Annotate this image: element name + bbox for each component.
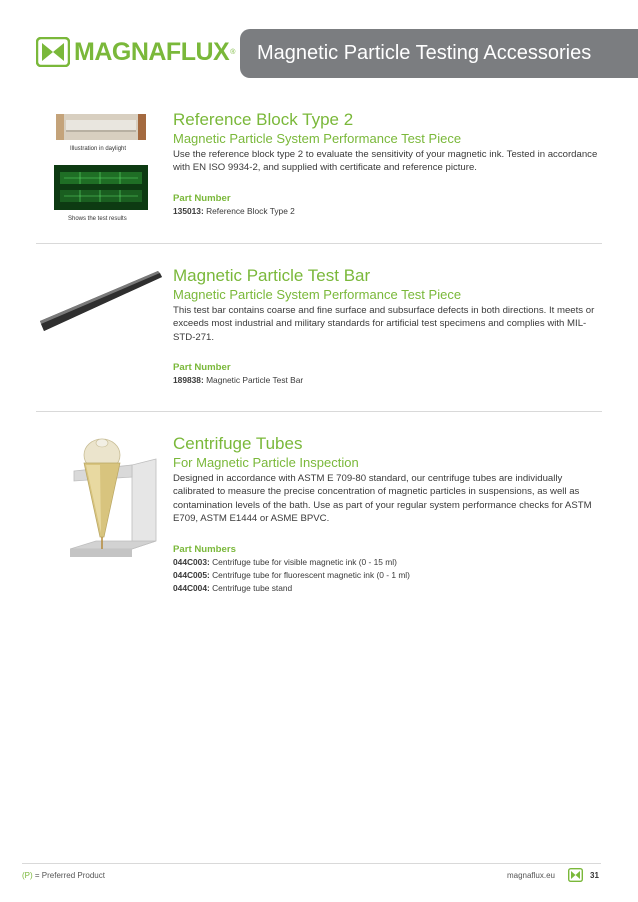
part-name: Centrifuge tube for fluorescent magnetic ink (0 - 1 ml) <box>212 569 410 580</box>
header-bar <box>240 29 638 78</box>
section-description: Use the reference block type 2 to evaluate the sensitivity of your magnetic ink. Tested in accordance with EN ISO 9934-2, and supplied with certificate and reference picture. <box>173 149 598 174</box>
magnaflux-logo <box>36 37 235 67</box>
section-divider <box>36 411 602 412</box>
part-code: 135013: <box>173 205 204 216</box>
reference-block-image <box>50 112 152 224</box>
test-bar-image <box>38 269 164 335</box>
part-code: 189838: <box>173 375 204 386</box>
part-code: 044C005: <box>173 569 210 580</box>
section-title: Centrifuge Tubes <box>173 434 303 453</box>
caption-daylight: Illustration in daylight <box>70 146 127 152</box>
centrifuge-tube-image <box>70 437 170 577</box>
section-subtitle: Magnetic Particle System Performance Test Piece <box>173 287 462 302</box>
part-number-line <box>173 374 603 387</box>
part-number-label: Part Number <box>173 192 231 204</box>
part-code: 044C003: <box>173 556 210 567</box>
part-name: Centrifuge tube for visible magnetic ink (0 - 15 ml) <box>212 556 397 567</box>
section-test-bar <box>36 266 602 416</box>
footer-legend <box>22 871 105 880</box>
registered-mark: ® <box>230 48 236 56</box>
section-text <box>173 266 603 387</box>
preferred-product-text: = Preferred Product <box>34 871 105 880</box>
section-text <box>173 110 603 218</box>
section-reference-block <box>36 110 602 245</box>
caption-test-results: Shows the test results <box>68 216 127 222</box>
part-number-label: Part Number <box>173 362 231 374</box>
section-title: Magnetic Particle Test Bar <box>173 266 371 285</box>
part-name: Reference Block Type 2 <box>206 205 295 216</box>
footer-divider <box>22 863 601 864</box>
magnaflux-small-logo-icon <box>568 868 583 882</box>
section-title: Reference Block Type 2 <box>173 110 354 129</box>
part-name: Magnetic Particle Test Bar <box>206 375 304 386</box>
section-description: Designed in accordance with ASTM E 709-80 standard, our centrifuge tubes are individually calibrated to measure the precise concentration of magnetic particles in suspensions, as well as contamination levels of the bath. Use as part of your regular system performance checks for ASTM E709, ASTM E1444 or ASME BPVC. <box>173 473 592 525</box>
footer-website: magnaflux.eu <box>506 871 555 880</box>
part-code: 044C004: <box>173 582 210 593</box>
part-number-line <box>173 582 603 595</box>
brand-name: MAGNAFLUX <box>74 37 230 66</box>
page-title: Magnetic Particle Testing Accessories <box>257 42 592 64</box>
part-number-line <box>173 205 603 218</box>
section-divider <box>36 243 602 244</box>
section-centrifuge-tubes <box>36 434 602 604</box>
page-number: 31 <box>590 871 599 880</box>
section-description: This test bar contains coarse and fine surface and subsurface defects in both directions. It meets or exceeds most industrial and military standards for artificial test specimens and complies with MIL-STD-271. <box>173 305 595 343</box>
preferred-product-code: (P) <box>22 871 33 880</box>
section-subtitle: Magnetic Particle System Performance Test Piece <box>173 131 462 146</box>
magnaflux-logo-icon <box>36 37 70 67</box>
section-subtitle: For Magnetic Particle Inspection <box>173 455 359 470</box>
part-numbers-label: Part Numbers <box>173 543 236 555</box>
part-number-line <box>173 569 603 582</box>
section-text <box>173 434 603 595</box>
part-name: Centrifuge tube stand <box>212 582 293 593</box>
part-number-line <box>173 556 603 569</box>
